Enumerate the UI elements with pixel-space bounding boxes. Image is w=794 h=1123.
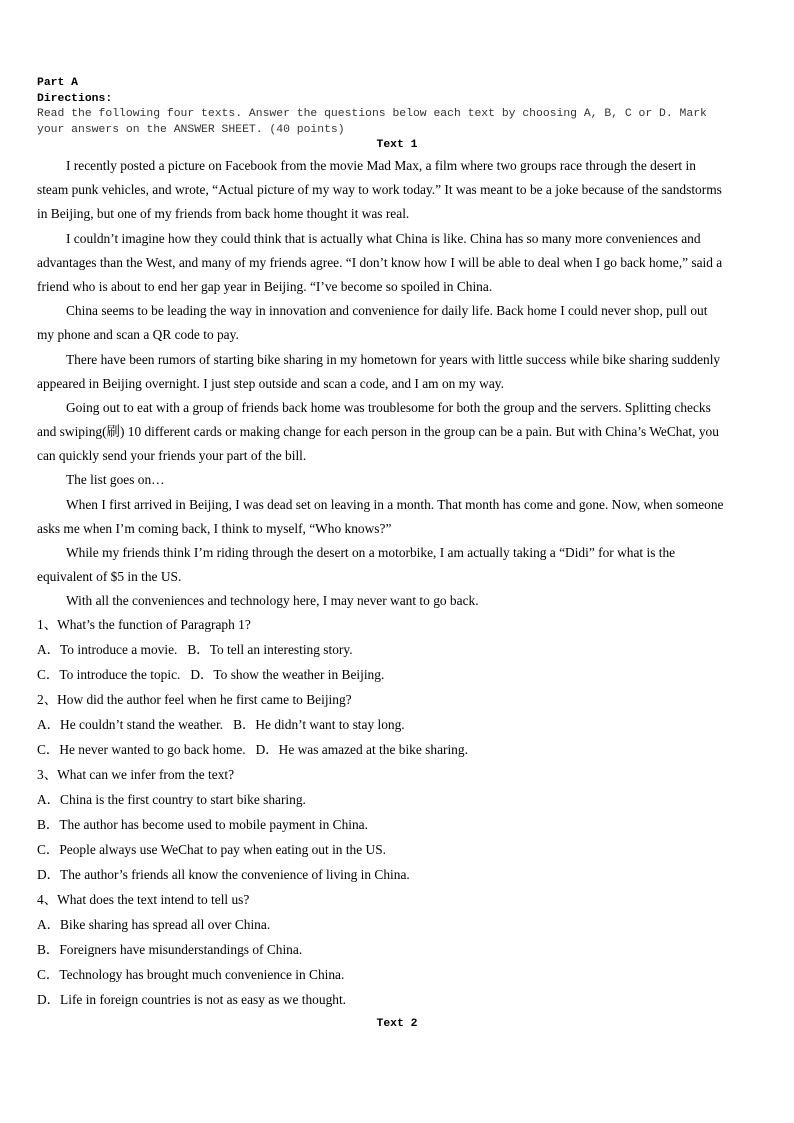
answer-option: A．Bike sharing has spread all over China.: [37, 917, 271, 932]
answer-option: C．He never wanted to go back home.: [37, 742, 246, 757]
passage-line: in Beijing, but one of my friends from back home thought it was real.: [37, 206, 410, 222]
part-label: Part A: [37, 77, 79, 89]
passage-line: While my friends think I’m riding through the desert on a motorbike, I am actually taking a “Didi” for what is the: [66, 545, 676, 560]
option-row: [37, 940, 755, 965]
answer-option: B．Foreigners have misunderstandings of China.: [37, 942, 303, 957]
answer-option: C．People always use WeChat to pay when eating out in the US.: [37, 842, 387, 857]
answer-option: A．China is the first country to start bike sharing.: [37, 792, 306, 807]
option-row: [37, 915, 755, 940]
answer-option: C．Technology has brought much convenience in China.: [37, 967, 345, 982]
option-row: [37, 640, 755, 665]
answer-option: C．To introduce the topic.: [37, 667, 181, 682]
passage-line: can quickly send your friends your part of the bill.: [37, 448, 307, 464]
answer-option: A．To introduce a movie.: [37, 642, 178, 657]
option-row: [37, 965, 755, 990]
option-row: [37, 665, 755, 690]
passage-line: With all the conveniences and technology here, I may never want to go back.: [66, 593, 479, 609]
passage-line: steam punk vehicles, and wrote, “Actual picture of my way to work today.” It was meant to be a joke because of the sandstorms: [37, 182, 722, 198]
questions: [37, 615, 755, 1015]
question-stem: 3、What can we infer from the text?: [37, 767, 235, 782]
passage-line: When I first arrived in Beijing, I was dead set on leaving in a month. That month has come and gone. Now, when someone: [66, 496, 724, 512]
passage-line: The list goes on…: [66, 472, 165, 488]
option-row: [37, 840, 755, 865]
passage-line: I recently posted a picture on Facebook from the movie Mad Max, a film where two groups race through the desert in: [66, 158, 696, 173]
option-row: [37, 740, 755, 765]
passage-line: There have been rumors of starting bike sharing in my hometown for years with little success while bike sharing suddenly: [66, 351, 721, 367]
question-stem: 2、How did the author feel when he first came to Beijing?: [37, 692, 352, 707]
passage-line: my phone and scan a QR code to pay.: [37, 327, 239, 343]
text2-title: Text 2: [376, 1018, 418, 1030]
passage-line: friend who is about to end her gap year in Beijing. “I’ve become so spoiled in China.: [37, 278, 493, 294]
passage-line: China seems to be leading the way in innovation and convenience for daily life. Back home I could never shop, pull out: [66, 303, 708, 319]
answer-option: A．He couldn’t stand the weather.: [37, 717, 224, 732]
question-stem: 1、What’s the function of Paragraph 1?: [37, 617, 251, 632]
passage: [37, 156, 777, 616]
text1-title: Text 1: [376, 139, 418, 151]
answer-option: D．Life in foreign countries is not as easy as we thought.: [37, 992, 347, 1007]
section-header: [37, 76, 757, 154]
passage-line: and swiping(刷) 10 different cards or making change for each person in the group can be a pain. But with China’s WeChat, you: [37, 424, 719, 440]
answer-option: D．The author’s friends all know the convenience of living in China.: [37, 867, 410, 882]
passage-line: Going out to eat with a group of friends back home was troublesome for both the group and the servers. Splitting checks: [66, 399, 711, 415]
passage-line: advantages than the West, and many of my friends agree. “I don’t know how I will be able to deal when I go back home,” said a: [37, 254, 723, 270]
option-row: [37, 990, 755, 1015]
option-row: [37, 815, 755, 840]
answer-option: B．He didn’t want to stay long.: [233, 717, 405, 732]
directions-label: Directions:: [37, 92, 113, 105]
option-row: [37, 865, 755, 890]
directions-line: Read the following four texts. Answer the questions below each text by choosing A, B, C or D. Mark: [37, 108, 707, 120]
answer-option: B．The author has become used to mobile payment in China.: [37, 817, 368, 832]
answer-option: B．To tell an interesting story.: [187, 642, 353, 657]
passage-line: I couldn’t imagine how they could think that is actually what China is like. China has so many more conveniences and: [66, 230, 701, 246]
passage-line: appeared in Beijing overnight. I just step outside and scan a code, and I am on my way.: [37, 375, 504, 391]
passage-line: asks me when I’m coming back, I think to myself, “Who knows?”: [37, 520, 392, 536]
question-stem: 4、What does the text intend to tell us?: [37, 892, 250, 907]
option-row: [37, 790, 755, 815]
passage-line: equivalent of $5 in the US.: [37, 569, 182, 585]
option-row: [37, 715, 755, 740]
answer-option: D．To show the weather in Beijing.: [190, 667, 385, 682]
directions-line: your answers on the ANSWER SHEET. (40 points): [37, 123, 345, 136]
answer-option: D．He was amazed at the bike sharing.: [255, 742, 468, 757]
